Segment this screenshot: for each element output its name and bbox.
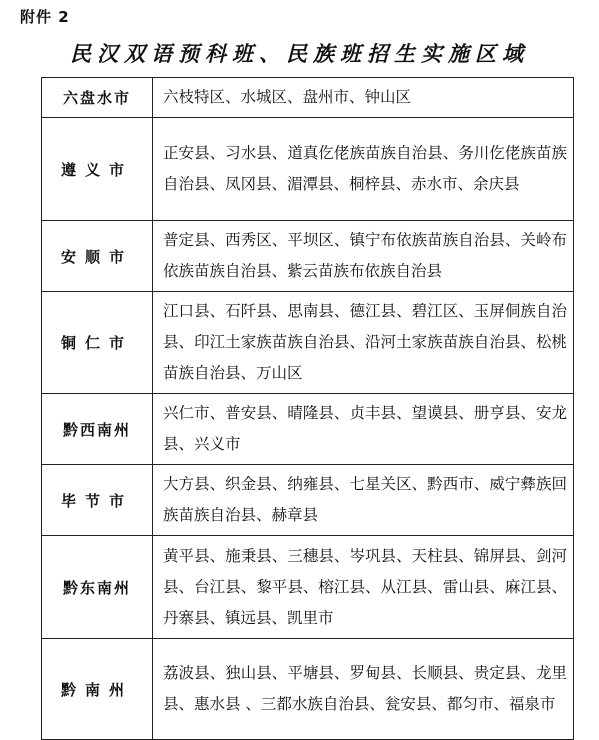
- counties-cell: 六枝特区、水城区、盘州市、钟山区: [153, 78, 574, 118]
- region-cell: 铜仁市: [42, 292, 153, 394]
- region-cell: 黔西南州: [42, 394, 153, 465]
- region-cell: 安顺市: [42, 221, 153, 292]
- attachment-label: 附件 2: [20, 8, 70, 26]
- counties-cell: 正安县、习水县、道真仡佬族苗族自治县、务川仡佬族苗族自治县、凤冈县、湄潭县、桐梓县、赤水市、余庆县: [153, 118, 574, 221]
- region-cell: 毕节市: [42, 465, 153, 536]
- region-cell: 六盘水市: [42, 78, 153, 118]
- table-row: [42, 292, 574, 394]
- table-row: [42, 536, 574, 639]
- counties-cell: 普定县、西秀区、平坝区、镇宁布依族苗族自治县、关岭布依族苗族自治县、紫云苗族布依族自治县: [153, 221, 574, 292]
- counties-cell: 兴仁市、普安县、晴隆县、贞丰县、望谟县、册亨县、安龙县、兴义市: [153, 394, 574, 465]
- region-cell: 遵义市: [42, 118, 153, 221]
- region-cell: 黔东南州: [42, 536, 153, 639]
- region-cell: 黔南州: [42, 639, 153, 740]
- table-row: [42, 465, 574, 536]
- table-row: [42, 639, 574, 740]
- document-title: 民汉双语预科班、民族班招生实施区域: [70, 41, 529, 66]
- table-row: [42, 221, 574, 292]
- table-row: [42, 118, 574, 221]
- counties-cell: 荔波县、独山县、平塘县、罗甸县、长顺县、贵定县、龙里县、惠水县 、三都水族自治县、瓮安县、都匀市、福泉市: [153, 639, 574, 740]
- counties-cell: 黄平县、施秉县、三穗县、岑巩县、天柱县、锦屏县、剑河县、台江县、黎平县、榕江县、从江县、雷山县、麻江县、丹寨县、镇远县、凯里市: [153, 536, 574, 639]
- table-row: [42, 78, 574, 118]
- counties-cell: 大方县、织金县、纳雍县、七星关区、黔西市、威宁彝族回族苗族自治县、赫章县: [153, 465, 574, 536]
- region-table: [41, 77, 574, 740]
- counties-cell: 江口县、石阡县、思南县、德江县、碧江区、玉屏侗族自治县、印江土家族苗族自治县、沿河土家族苗族自治县、松桃苗族自治县、万山区: [153, 292, 574, 394]
- table-row: [42, 394, 574, 465]
